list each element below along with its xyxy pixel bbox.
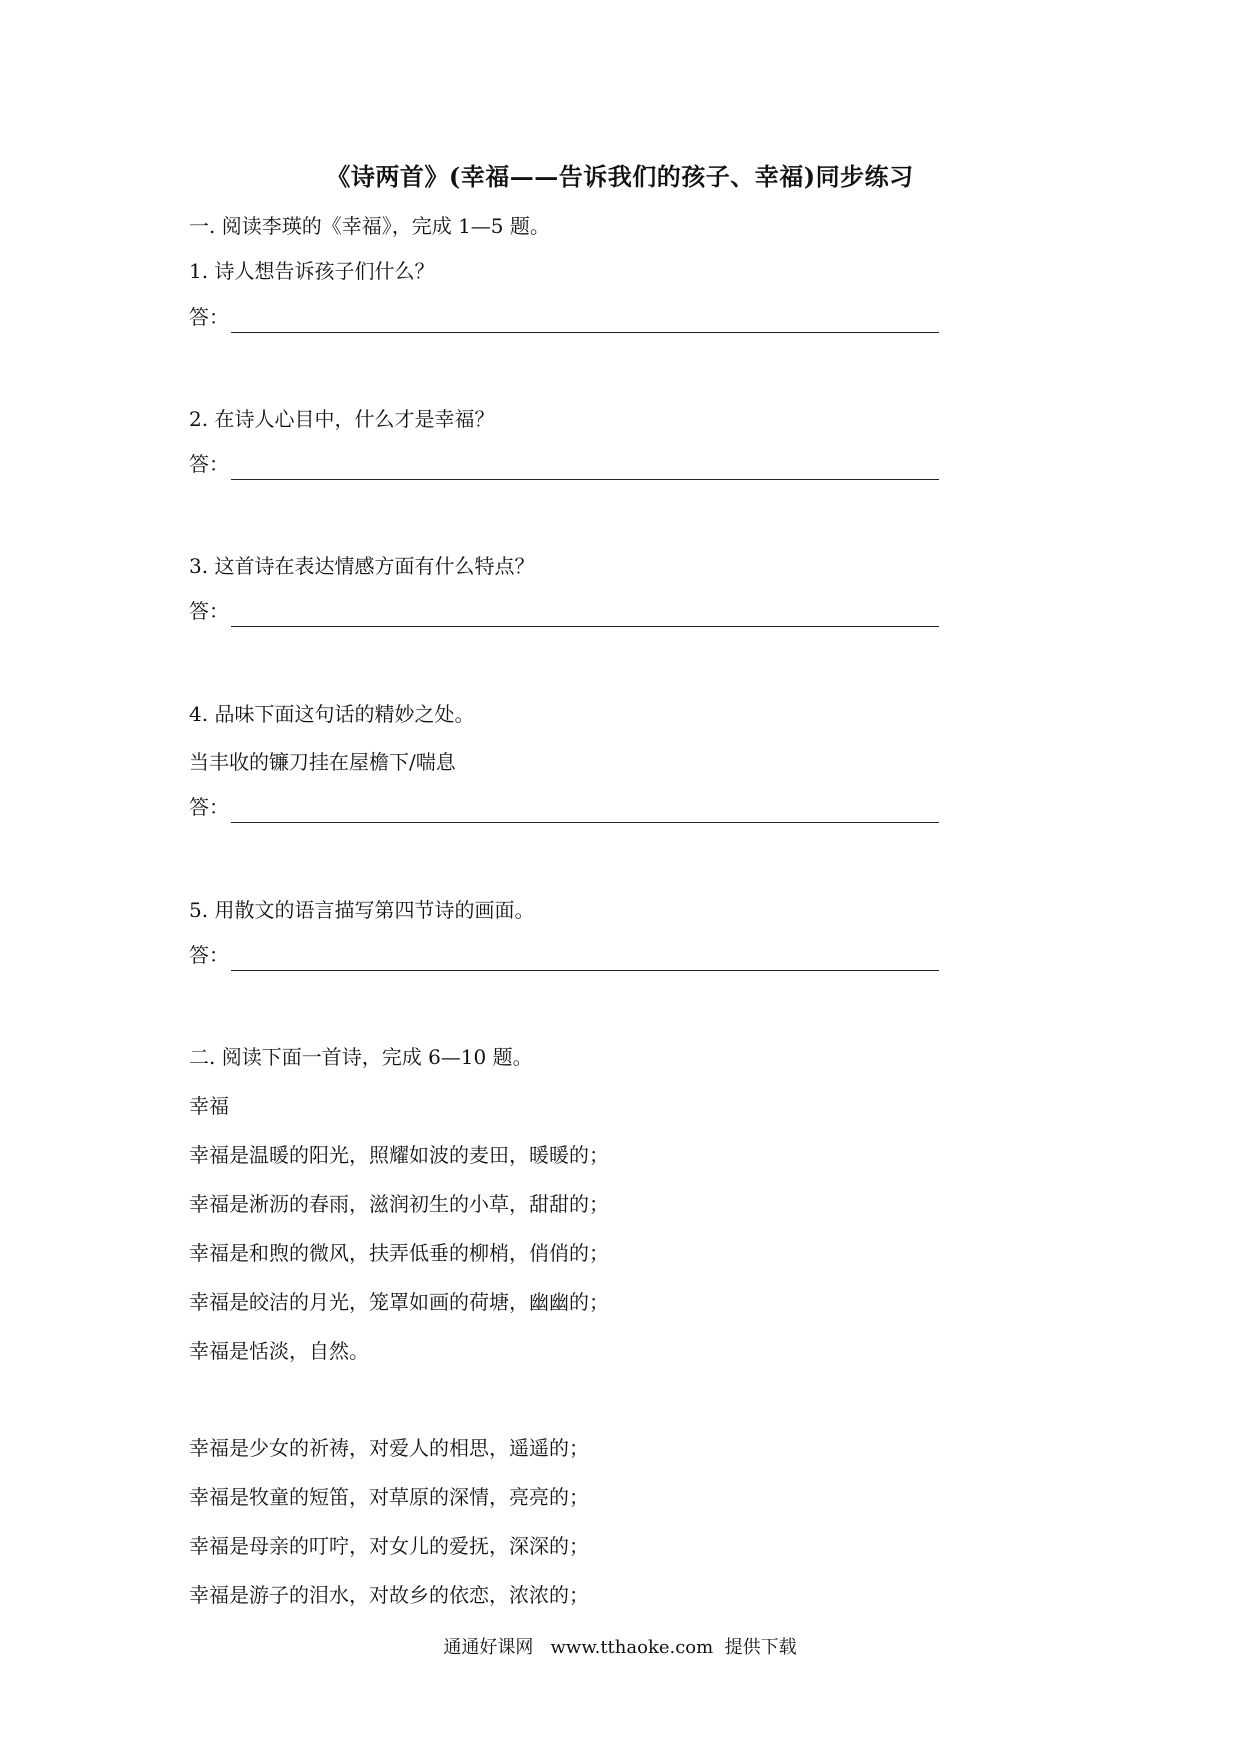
question-4: 4. 品味下面这句话的精妙之处。 — [189, 702, 475, 726]
poem-line: 幸福是温暖的阳光，照耀如波的麦田，暖暖的； — [189, 1143, 609, 1167]
answer-row-1 — [189, 302, 939, 332]
poem-line: 幸福是少女的祈祷，对爱人的相思，遥遥的； — [189, 1436, 589, 1460]
section1-heading: 一. 阅读李瑛的《幸福》，完成 1—5 题。 — [189, 214, 550, 238]
poem-line: 幸福是牧童的短笛，对草原的深情，亮亮的； — [189, 1485, 589, 1509]
question-5: 5. 用散文的语言描写第四节诗的画面。 — [189, 898, 535, 922]
answer-row-3 — [189, 596, 939, 626]
poem-line: 幸福是淅沥的春雨，滋润初生的小草，甜甜的； — [189, 1192, 609, 1216]
question-2: 2. 在诗人心目中，什么才是幸福？ — [189, 407, 495, 431]
answer-label: 答： — [189, 599, 229, 623]
answer-label: 答： — [189, 943, 229, 967]
poem-line: 幸福是母亲的叮咛，对女儿的爱抚，深深的； — [189, 1534, 589, 1558]
answer-label: 答： — [189, 305, 229, 329]
page-footer: 通通好课网 www.tthaoke.com 提供下载 — [443, 1637, 797, 1658]
answer-label: 答： — [189, 795, 229, 819]
answer-blank-4[interactable] — [231, 792, 939, 823]
answer-blank-2[interactable] — [231, 449, 939, 480]
answer-row-5 — [189, 940, 939, 970]
poem-line: 幸福是游子的泪水，对故乡的依恋，浓浓的； — [189, 1583, 589, 1607]
poem-title: 幸福 — [189, 1094, 229, 1118]
answer-label: 答： — [189, 452, 229, 476]
answer-blank-5[interactable] — [231, 940, 939, 971]
answer-blank-3[interactable] — [231, 596, 939, 627]
question-3: 3. 这首诗在表达情感方面有什么特点？ — [189, 554, 535, 578]
question-1: 1. 诗人想告诉孩子们什么？ — [189, 259, 435, 283]
section2-heading: 二. 阅读下面一首诗，完成 6—10 题。 — [189, 1045, 533, 1069]
answer-row-4 — [189, 792, 939, 822]
answer-row-2 — [189, 449, 939, 479]
answer-blank-1[interactable] — [231, 302, 939, 333]
question-4-quote: 当丰收的镰刀挂在屋檐下/喘息 — [189, 750, 456, 774]
poem-line: 幸福是恬淡，自然。 — [189, 1339, 369, 1363]
page-title: 《诗两首》(幸福——告诉我们的孩子、幸福)同步练习 — [326, 162, 914, 191]
poem-line: 幸福是皎洁的月光，笼罩如画的荷塘，幽幽的； — [189, 1290, 609, 1314]
poem-line: 幸福是和煦的微风，扶弄低垂的柳梢，俏俏的； — [189, 1241, 609, 1265]
